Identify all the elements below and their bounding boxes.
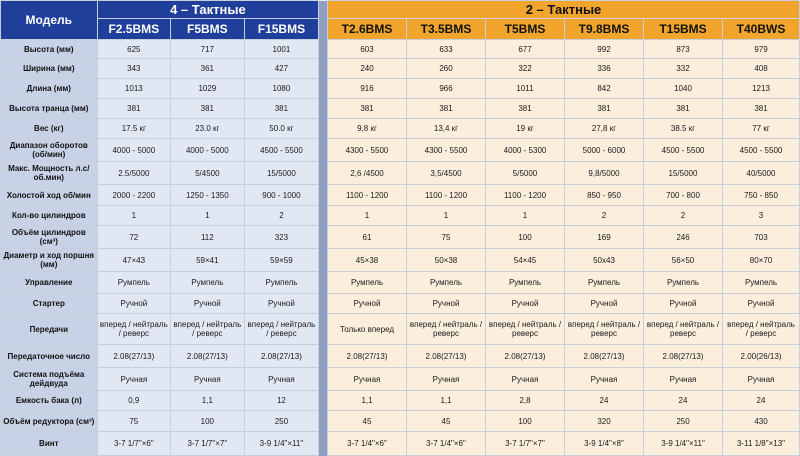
spec-value-cell: 9,8 кг [328, 119, 407, 139]
group-separator [319, 411, 328, 432]
spec-value-cell: 3-9 1/4"×11" [244, 432, 319, 456]
spec-value-cell: 250 [644, 411, 723, 432]
row-label: Высота транца (мм) [1, 99, 98, 119]
spec-value-cell: Ручной [723, 294, 800, 314]
spec-value-cell: 850 - 950 [565, 185, 644, 206]
spec-value-cell: Ручной [644, 294, 723, 314]
spec-value-cell: 2.08(27/13) [244, 345, 319, 368]
spec-value-cell: Ручная [171, 368, 245, 391]
spec-value-cell: 15/5000 [644, 162, 723, 185]
spec-value-cell: 381 [644, 99, 723, 119]
table-row [1, 226, 800, 249]
spec-value-cell: 80×70 [723, 249, 800, 272]
spec-value-cell: Ручная [565, 368, 644, 391]
spec-value-cell: 38.5 кг [644, 119, 723, 139]
spec-value-cell: 4500 - 5500 [244, 139, 319, 162]
spec-value-cell: 24 [644, 391, 723, 411]
model-column-header: F15BMS [244, 19, 319, 40]
spec-value-cell: 4300 - 5500 [328, 139, 407, 162]
table-row [1, 249, 800, 272]
spec-value-cell: 323 [244, 226, 319, 249]
group-separator [319, 368, 328, 391]
spec-value-cell: 2.08(27/13) [171, 345, 245, 368]
table-row [1, 162, 800, 185]
spec-value-cell: 9,8/5000 [565, 162, 644, 185]
spec-table-body [1, 40, 800, 456]
spec-value-cell: 603 [328, 40, 407, 59]
model-column-header: T9.8BMS [565, 19, 644, 40]
table-row [1, 314, 800, 345]
spec-value-cell: 112 [171, 226, 245, 249]
spec-value-cell: Ручная [486, 368, 565, 391]
spec-value-cell: Румпель [328, 272, 407, 294]
group-header-row [1, 1, 800, 19]
spec-value-cell: вперед / нейтраль / реверс [97, 314, 171, 345]
spec-value-cell: Ручная [644, 368, 723, 391]
spec-value-cell: 2.08(27/13) [644, 345, 723, 368]
model-column-header: T40BWS [723, 19, 800, 40]
spec-value-cell: 250 [244, 411, 319, 432]
spec-value-cell: 1 [407, 206, 486, 226]
row-label: Длина (мм) [1, 79, 98, 99]
group-separator [319, 59, 328, 79]
spec-value-cell: Румпель [723, 272, 800, 294]
spec-value-cell: 0,9 [97, 391, 171, 411]
table-row [1, 185, 800, 206]
group-separator [319, 391, 328, 411]
spec-value-cell: Ручной [407, 294, 486, 314]
spec-value-cell: 3-9 1/4"×8" [565, 432, 644, 456]
spec-value-cell: Ручная [407, 368, 486, 391]
spec-value-cell: 4000 - 5300 [486, 139, 565, 162]
table-row [1, 99, 800, 119]
spec-value-cell: 381 [565, 99, 644, 119]
spec-value-cell: 408 [723, 59, 800, 79]
spec-value-cell: 2000 - 2200 [97, 185, 171, 206]
row-label: Холостой ход об/мин [1, 185, 98, 206]
table-row [1, 368, 800, 391]
row-label: Стартер [1, 294, 98, 314]
spec-value-cell: 1080 [244, 79, 319, 99]
group-separator [319, 206, 328, 226]
spec-value-cell: 23.0 кг [171, 119, 245, 139]
spec-value-cell: 633 [407, 40, 486, 59]
spec-value-cell: Ручной [97, 294, 171, 314]
row-label: Диаметр и ход поршня (мм) [1, 249, 98, 272]
spec-value-cell: 59×41 [171, 249, 245, 272]
spec-value-cell: 4500 - 5500 [723, 139, 800, 162]
spec-value-cell: 75 [97, 411, 171, 432]
group-separator [319, 272, 328, 294]
spec-value-cell: 2 [244, 206, 319, 226]
spec-value-cell: 2,6 /4500 [328, 162, 407, 185]
row-label: Система подъёма дейдвуда [1, 368, 98, 391]
spec-value-cell: 381 [244, 99, 319, 119]
spec-value-cell: 336 [565, 59, 644, 79]
group-separator [319, 119, 328, 139]
spec-value-cell: 45 [407, 411, 486, 432]
table-row [1, 294, 800, 314]
spec-value-cell: 59×59 [244, 249, 319, 272]
spec-value-cell: 3-7 1/4"×6" [328, 432, 407, 456]
row-label: Ширина (мм) [1, 59, 98, 79]
spec-value-cell: 343 [97, 59, 171, 79]
spec-value-cell: 100 [486, 226, 565, 249]
spec-value-cell: 4300 - 5500 [407, 139, 486, 162]
spec-value-cell: 1001 [244, 40, 319, 59]
table-row [1, 59, 800, 79]
group-separator [319, 185, 328, 206]
row-label: Емкость бака (л) [1, 391, 98, 411]
spec-value-cell: 1 [486, 206, 565, 226]
spec-value-cell: 100 [486, 411, 565, 432]
spec-value-cell: Ручной [328, 294, 407, 314]
spec-value-cell: 50.0 кг [244, 119, 319, 139]
group-separator [319, 432, 328, 456]
spec-value-cell: 45×38 [328, 249, 407, 272]
spec-value-cell: 1029 [171, 79, 245, 99]
spec-value-cell: 1,1 [407, 391, 486, 411]
model-column-header: T5BMS [486, 19, 565, 40]
spec-value-cell: 381 [723, 99, 800, 119]
table-row [1, 345, 800, 368]
group-separator [319, 314, 328, 345]
spec-value-cell: Ручная [97, 368, 171, 391]
spec-value-cell: 15/5000 [244, 162, 319, 185]
spec-value-cell: 2.08(27/13) [486, 345, 565, 368]
spec-value-cell: 3-7 1/7"×7" [171, 432, 245, 456]
spec-value-cell: Румпель [644, 272, 723, 294]
table-row [1, 432, 800, 456]
spec-value-cell: 1100 - 1200 [328, 185, 407, 206]
spec-value-cell: 1,1 [171, 391, 245, 411]
spec-value-cell: 50×38 [407, 249, 486, 272]
spec-value-cell: 13,4 кг [407, 119, 486, 139]
spec-value-cell: вперед / нейтраль / реверс [644, 314, 723, 345]
group-separator [319, 162, 328, 185]
spec-value-cell: вперед / нейтраль / реверс [407, 314, 486, 345]
group-separator [319, 139, 328, 162]
table-row [1, 411, 800, 432]
spec-value-cell: 3-7 1/7"×7" [486, 432, 565, 456]
group-separator [319, 226, 328, 249]
spec-value-cell: 5/5000 [486, 162, 565, 185]
spec-value-cell: 2 [644, 206, 723, 226]
spec-value-cell: 4000 - 5000 [171, 139, 245, 162]
spec-value-cell: Румпель [244, 272, 319, 294]
spec-value-cell: 1011 [486, 79, 565, 99]
spec-value-cell: 1 [328, 206, 407, 226]
spec-value-cell: 47×43 [97, 249, 171, 272]
row-label: Винт [1, 432, 98, 456]
model-column-header: T15BMS [644, 19, 723, 40]
spec-value-cell: 873 [644, 40, 723, 59]
spec-value-cell: 24 [723, 391, 800, 411]
spec-value-cell: 1,1 [328, 391, 407, 411]
spec-value-cell: 703 [723, 226, 800, 249]
spec-value-cell: 842 [565, 79, 644, 99]
row-label: Управление [1, 272, 98, 294]
spec-value-cell: 72 [97, 226, 171, 249]
spec-value-cell: 1040 [644, 79, 723, 99]
spec-value-cell: 169 [565, 226, 644, 249]
model-header-row [1, 19, 800, 40]
table-row [1, 79, 800, 99]
spec-value-cell: вперед / нейтраль / реверс [486, 314, 565, 345]
spec-value-cell: 40/5000 [723, 162, 800, 185]
spec-value-cell: 260 [407, 59, 486, 79]
spec-value-cell: 966 [407, 79, 486, 99]
spec-value-cell: 1100 - 1200 [407, 185, 486, 206]
spec-value-cell: 322 [486, 59, 565, 79]
spec-value-cell: Ручная [244, 368, 319, 391]
row-label: Диапазон оборотов (об/мин) [1, 139, 98, 162]
spec-value-cell: 2.08(27/13) [97, 345, 171, 368]
spec-value-cell: Румпель [171, 272, 245, 294]
spec-value-cell: 100 [171, 411, 245, 432]
spec-value-cell: вперед / нейтраль / реверс [171, 314, 245, 345]
spec-value-cell: Только вперед [328, 314, 407, 345]
spec-value-cell: 992 [565, 40, 644, 59]
spec-value-cell: 750 - 850 [723, 185, 800, 206]
spec-value-cell: Ручная [723, 368, 800, 391]
spec-value-cell: 246 [644, 226, 723, 249]
group-separator [319, 40, 328, 59]
spec-value-cell: 4000 - 5000 [97, 139, 171, 162]
table-row [1, 119, 800, 139]
row-label: Макс. Мощность л.с/об.мин) [1, 162, 98, 185]
spec-value-cell: 27,8 кг [565, 119, 644, 139]
spec-value-cell: Ручная [328, 368, 407, 391]
spec-value-cell: 700 - 800 [644, 185, 723, 206]
spec-value-cell: 45 [328, 411, 407, 432]
table-row [1, 139, 800, 162]
spec-value-cell: 2.08(27/13) [328, 345, 407, 368]
spec-value-cell: 625 [97, 40, 171, 59]
spec-value-cell: 2.08(27/13) [407, 345, 486, 368]
spec-value-cell: 430 [723, 411, 800, 432]
group-separator [319, 294, 328, 314]
group-separator [319, 345, 328, 368]
spec-value-cell: 381 [407, 99, 486, 119]
model-column-header: F5BMS [171, 19, 245, 40]
group-separator [319, 249, 328, 272]
spec-value-cell: 1100 - 1200 [486, 185, 565, 206]
spec-value-cell: Румпель [97, 272, 171, 294]
model-column-header: T3.5BMS [407, 19, 486, 40]
spec-value-cell: 19 кг [486, 119, 565, 139]
spec-value-cell: 17.5 кг [97, 119, 171, 139]
spec-value-cell: 2.00(26/13) [723, 345, 800, 368]
spec-value-cell: 900 - 1000 [244, 185, 319, 206]
spec-value-cell: 5/4500 [171, 162, 245, 185]
spec-value-cell: 427 [244, 59, 319, 79]
spec-value-cell: 3 [723, 206, 800, 226]
spec-value-cell: 1 [171, 206, 245, 226]
spec-value-cell: Румпель [486, 272, 565, 294]
spec-value-cell: 717 [171, 40, 245, 59]
spec-value-cell: Ручной [486, 294, 565, 314]
spec-value-cell: 332 [644, 59, 723, 79]
spec-value-cell: 320 [565, 411, 644, 432]
spec-value-cell: 3-9 1/4"×11" [644, 432, 723, 456]
spec-value-cell: 77 кг [723, 119, 800, 139]
spec-value-cell: 381 [328, 99, 407, 119]
spec-value-cell: 381 [486, 99, 565, 119]
spec-value-cell: 12 [244, 391, 319, 411]
spec-value-cell: Ручной [244, 294, 319, 314]
spec-value-cell: 1250 - 1350 [171, 185, 245, 206]
spec-value-cell: 979 [723, 40, 800, 59]
group-separator [319, 79, 328, 99]
two-stroke-group-header: 2 – Тактные [328, 1, 800, 19]
spec-value-cell: 2.08(27/13) [565, 345, 644, 368]
row-label: Объём цилиндров (см³) [1, 226, 98, 249]
row-label: Кол-во цилиндров [1, 206, 98, 226]
spec-value-cell: 2.5/5000 [97, 162, 171, 185]
spec-value-cell: 2 [565, 206, 644, 226]
four-stroke-group-header: 4 – Тактные [97, 1, 319, 19]
spec-value-cell: 56×50 [644, 249, 723, 272]
spec-value-cell: 677 [486, 40, 565, 59]
spec-value-cell: 2,8 [486, 391, 565, 411]
row-label: Передаточное число [1, 345, 98, 368]
spec-value-cell: 61 [328, 226, 407, 249]
spec-value-cell: Ручной [171, 294, 245, 314]
spec-value-cell: 240 [328, 59, 407, 79]
table-row [1, 40, 800, 59]
spec-value-cell: Ручной [565, 294, 644, 314]
model-column-header: T2.6BMS [328, 19, 407, 40]
spec-value-cell: вперед / нейтраль / реверс [244, 314, 319, 345]
model-column-header: F2.5BMS [97, 19, 171, 40]
row-label: Передачи [1, 314, 98, 345]
spec-value-cell: вперед / нейтраль / реверс [565, 314, 644, 345]
spec-value-cell: вперед / нейтраль / реверс [723, 314, 800, 345]
group-separator [319, 1, 328, 40]
spec-value-cell: 361 [171, 59, 245, 79]
spec-value-cell: 3-7 1/7"×6" [97, 432, 171, 456]
spec-value-cell: 54×45 [486, 249, 565, 272]
spec-value-cell: 381 [97, 99, 171, 119]
spec-value-cell: Румпель [407, 272, 486, 294]
table-row [1, 206, 800, 226]
table-row [1, 272, 800, 294]
row-label: Объём редуктора (см³) [1, 411, 98, 432]
spec-value-cell: Румпель [565, 272, 644, 294]
spec-value-cell: 50x43 [565, 249, 644, 272]
spec-value-cell: 381 [171, 99, 245, 119]
spec-value-cell: 1013 [97, 79, 171, 99]
spec-value-cell: 1213 [723, 79, 800, 99]
spec-value-cell: 3-7 1/4"×6" [407, 432, 486, 456]
spec-value-cell: 916 [328, 79, 407, 99]
table-row [1, 391, 800, 411]
spec-value-cell: 75 [407, 226, 486, 249]
spec-value-cell: 1 [97, 206, 171, 226]
spec-value-cell: 4500 - 5500 [644, 139, 723, 162]
row-label: Вес (кг) [1, 119, 98, 139]
spec-value-cell: 3-11 1/8"×13" [723, 432, 800, 456]
spec-value-cell: 5000 - 6000 [565, 139, 644, 162]
spec-value-cell: 24 [565, 391, 644, 411]
group-separator [319, 99, 328, 119]
spec-value-cell: 3,5/4500 [407, 162, 486, 185]
model-header: Модель [1, 1, 98, 40]
row-label: Высота (мм) [1, 40, 98, 59]
